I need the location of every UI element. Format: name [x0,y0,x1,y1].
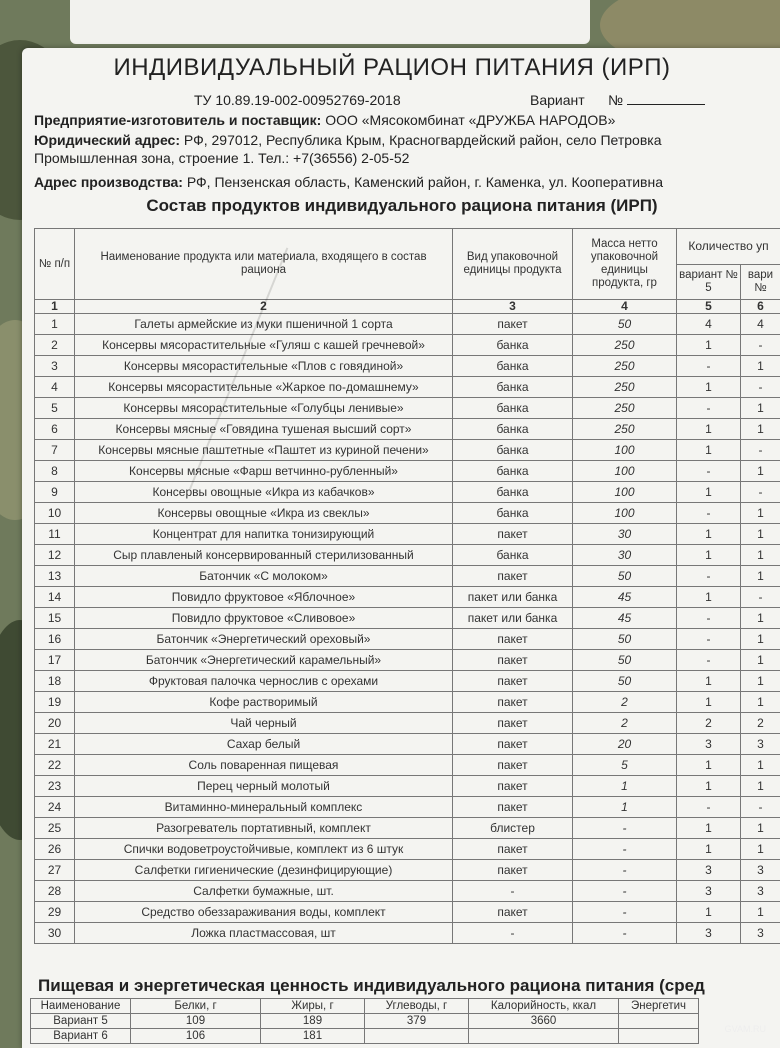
cell-net-mass: 50 [573,650,677,671]
table-row [35,398,780,419]
cell-product-name: Сыр плавленый консервированный стерилизованный [75,545,453,566]
cell-package-type: пакет [453,734,573,755]
cell-variant-5-qty: 1 [677,755,741,776]
cell-product-name: Сахар белый [75,734,453,755]
table-row [35,797,780,818]
cell-number: 8 [35,461,75,482]
cell-net-mass: 1 [573,776,677,797]
cell-net-mass: 250 [573,419,677,440]
cell-number: 15 [35,608,75,629]
cell-variant-6-qty: 1 [741,902,780,923]
cell-variant-6-qty: 3 [741,881,780,902]
cell-package-type: пакет [453,629,573,650]
cell-number: 29 [35,902,75,923]
cell-net-mass: 2 [573,713,677,734]
col-number: 1 [35,300,75,314]
header-variant-6: вари № [741,264,780,300]
cell-package-type: банка [453,398,573,419]
cell-variant-6-qty: 1 [741,692,780,713]
nutrition-cell-protein: 109 [131,1014,261,1029]
cell-package-type: пакет [453,566,573,587]
legal-address-label: Юридический адрес: [34,132,180,148]
cell-variant-5-qty: 3 [677,881,741,902]
table-row [35,860,780,881]
cell-number: 27 [35,860,75,881]
cell-product-name: Витаминно-минеральный комплекс [75,797,453,818]
cell-product-name: Консервы овощные «Икра из кабачков» [75,482,453,503]
table-row [35,335,780,356]
cell-variant-6-qty: - [741,587,780,608]
nutrition-title: Пищевая и энергетическая ценность индивидуального рациона питания (сред [38,976,705,996]
cell-product-name: Батончик «С молоком» [75,566,453,587]
table-row [35,629,780,650]
legal-address-value: РФ, 297012, Республика Крым, Красногвардейский район, село Петровка [184,132,662,148]
cell-variant-6-qty: - [741,482,780,503]
nutrition-table-body [31,1014,699,1044]
table-row [35,776,780,797]
watermark: GVAM.RU [725,1024,766,1034]
cell-net-mass: 250 [573,377,677,398]
cell-variant-5-qty: 1 [677,335,741,356]
table-row [35,314,780,335]
production-address-label: Адрес производства: [34,174,183,190]
nutrition-cell-energy [619,1014,699,1029]
cell-variant-6-qty: 1 [741,755,780,776]
cell-number: 26 [35,839,75,860]
tu-code: ТУ 10.89.19-002-00952769-2018 [194,92,401,108]
cell-product-name: Консервы мясорастительные «Жаркое по-домашнему» [75,377,453,398]
cell-variant-6-qty: 1 [741,461,780,482]
cell-package-type: пакет или банка [453,587,573,608]
cell-number: 9 [35,482,75,503]
cell-product-name: Чай черный [75,713,453,734]
composition-title: Состав продуктов индивидуального рациона питания (ИРП) [22,196,780,216]
composition-table [34,228,780,944]
cell-variant-5-qty: 2 [677,713,741,734]
cell-product-name: Консервы мясорастительные «Голубцы ленивые» [75,398,453,419]
table-row [35,839,780,860]
composition-table-body [35,314,780,944]
cell-variant-6-qty: 1 [741,839,780,860]
nutrition-cell-carbs: 379 [365,1014,469,1029]
cell-variant-6-qty: 1 [741,545,780,566]
cell-variant-6-qty: 1 [741,608,780,629]
cell-number: 17 [35,650,75,671]
cell-product-name: Салфетки гигиенические (дезинфицирующие) [75,860,453,881]
cell-variant-5-qty: 3 [677,734,741,755]
cell-net-mass: 100 [573,461,677,482]
cell-variant-6-qty: 1 [741,650,780,671]
cell-package-type: банка [453,440,573,461]
cell-product-name: Кофе растворимый [75,692,453,713]
nutrition-cell-kcal: 3660 [469,1014,619,1029]
cell-package-type: пакет или банка [453,608,573,629]
cell-net-mass: - [573,902,677,923]
header-num: № п/п [35,229,75,300]
document-title: ИНДИВИДУАЛЬНЫЙ РАЦИОН ПИТАНИЯ (ИРП) [22,54,762,82]
cell-variant-5-qty: 1 [677,902,741,923]
cell-variant-5-qty: - [677,650,741,671]
header-mass: Масса нетто упаковочной единицы продукта, гр [573,229,677,300]
cell-net-mass: 2 [573,692,677,713]
cell-number: 14 [35,587,75,608]
cell-net-mass: 250 [573,356,677,377]
nutrition-cell-protein: 106 [131,1029,261,1044]
cell-product-name: Средство обеззараживания воды, комплект [75,902,453,923]
cell-product-name: Соль поваренная пищевая [75,755,453,776]
nutrition-cell-fat: 181 [261,1029,365,1044]
legal-address-line-2: Промышленная зона, строение 1. Тел.: +7(36556) 2-05-52 [34,150,409,166]
cell-variant-6-qty: 3 [741,734,780,755]
table-row [35,818,780,839]
cell-net-mass: 50 [573,566,677,587]
variant-number-label: № [608,92,623,108]
cell-variant-5-qty: 1 [677,440,741,461]
cell-variant-6-qty: 1 [741,566,780,587]
cell-variant-6-qty: - [741,377,780,398]
nutrition-row [31,1014,699,1029]
cell-net-mass: 50 [573,629,677,650]
cell-net-mass: 1 [573,797,677,818]
cell-variant-5-qty: - [677,629,741,650]
cell-product-name: Повидло фруктовое «Яблочное» [75,587,453,608]
cell-variant-5-qty: 1 [677,482,741,503]
cell-package-type: пакет [453,314,573,335]
cell-number: 19 [35,692,75,713]
table-row [35,482,780,503]
cell-package-type: пакет [453,692,573,713]
nutrition-header: Наименование [31,999,131,1014]
cell-variant-5-qty: 1 [677,377,741,398]
table-row [35,419,780,440]
variant-field [530,92,705,108]
cell-number: 4 [35,377,75,398]
nutrition-cell-carbs [365,1029,469,1044]
table-row [35,734,780,755]
manufacturer-line [34,112,615,128]
nutrition-header: Энергетич [619,999,699,1014]
cell-net-mass: 250 [573,398,677,419]
table-row [35,377,780,398]
cell-package-type: пакет [453,797,573,818]
cell-variant-5-qty: 1 [677,419,741,440]
cell-variant-6-qty: 1 [741,818,780,839]
table-row [35,671,780,692]
cell-variant-6-qty: 1 [741,671,780,692]
table-row [35,608,780,629]
cell-number: 28 [35,881,75,902]
cell-net-mass: - [573,818,677,839]
cell-variant-6-qty: 4 [741,314,780,335]
variant-blank-line [627,104,705,105]
cell-number: 12 [35,545,75,566]
cell-package-type: банка [453,482,573,503]
nutrition-cell-name: Вариант 6 [31,1029,131,1044]
cell-package-type: банка [453,503,573,524]
cell-variant-6-qty: 1 [741,524,780,545]
cell-variant-6-qty: 2 [741,713,780,734]
cell-package-type: банка [453,356,573,377]
table-row [35,692,780,713]
col-number: 5 [677,300,741,314]
cell-variant-5-qty: 3 [677,860,741,881]
table-row [35,545,780,566]
cell-variant-6-qty: 1 [741,629,780,650]
cell-product-name: Ложка пластмассовая, шт [75,923,453,944]
cell-variant-5-qty: - [677,503,741,524]
nutrition-header: Углеводы, г [365,999,469,1014]
cell-variant-5-qty: 4 [677,314,741,335]
cell-net-mass: 250 [573,335,677,356]
cell-variant-6-qty: 1 [741,419,780,440]
cell-product-name: Консервы мясные паштетные «Паштет из куриной печени» [75,440,453,461]
cell-package-type: пакет [453,524,573,545]
cell-number: 13 [35,566,75,587]
cell-package-type: банка [453,545,573,566]
cell-package-type: - [453,881,573,902]
nutrition-row [31,1029,699,1044]
cell-variant-6-qty: 3 [741,923,780,944]
cell-net-mass: - [573,839,677,860]
cell-number: 18 [35,671,75,692]
header-qty: Количество уп [677,229,780,265]
cell-variant-5-qty: 3 [677,923,741,944]
cell-variant-5-qty: 1 [677,545,741,566]
cell-net-mass: 100 [573,482,677,503]
cell-number: 20 [35,713,75,734]
cell-variant-6-qty: 1 [741,776,780,797]
cell-variant-6-qty: - [741,440,780,461]
cell-product-name: Консервы мясорастительные «Плов с говядиной» [75,356,453,377]
cell-package-type: пакет [453,839,573,860]
cell-number: 6 [35,419,75,440]
table-row [35,923,780,944]
table-row [35,440,780,461]
header-pack: Вид упаковочной единицы продукта [453,229,573,300]
cell-net-mass: 50 [573,314,677,335]
cell-package-type: пакет [453,902,573,923]
manufacturer-label: Предприятие-изготовитель и поставщик: [34,112,321,128]
variant-label: Вариант [530,92,585,108]
cell-number: 7 [35,440,75,461]
nutrition-cell-energy [619,1029,699,1044]
cell-product-name: Перец черный молотый [75,776,453,797]
cell-number: 21 [35,734,75,755]
cell-net-mass: 5 [573,755,677,776]
col-number: 2 [75,300,453,314]
cell-variant-5-qty: 1 [677,818,741,839]
header-variant-5: вариант № 5 [677,264,741,300]
cell-product-name: Консервы мясорастительные «Гуляш с кашей гречневой» [75,335,453,356]
col-number: 4 [573,300,677,314]
cell-variant-5-qty: - [677,566,741,587]
cell-package-type: пакет [453,671,573,692]
cell-variant-5-qty: 1 [677,524,741,545]
cell-product-name: Салфетки бумажные, шт. [75,881,453,902]
nutrition-cell-fat: 189 [261,1014,365,1029]
cell-net-mass: 30 [573,524,677,545]
cell-product-name: Повидло фруктовое «Сливовое» [75,608,453,629]
header-name: Наименование продукта или материала, входящего в состав рациона [75,229,453,300]
legal-address-line [34,132,661,148]
cell-variant-5-qty: - [677,356,741,377]
nutrition-header: Белки, г [131,999,261,1014]
nutrition-header: Жиры, г [261,999,365,1014]
cell-variant-5-qty: - [677,398,741,419]
cell-number: 2 [35,335,75,356]
col-number: 6 [741,300,780,314]
cell-product-name: Батончик «Энергетический карамельный» [75,650,453,671]
table-row [35,755,780,776]
cell-product-name: Консервы мясные «Говядина тушеная высший сорт» [75,419,453,440]
cell-product-name: Галеты армейские из муки пшеничной 1 сорта [75,314,453,335]
cell-product-name: Консервы овощные «Икра из свеклы» [75,503,453,524]
cell-variant-5-qty: - [677,461,741,482]
table-row [35,461,780,482]
document-sheet [22,48,780,1048]
cell-product-name: Консервы мясные «Фарш ветчинно-рубленный» [75,461,453,482]
cell-net-mass: 100 [573,503,677,524]
table-row [35,356,780,377]
nutrition-cell-name: Вариант 5 [31,1014,131,1029]
cell-number: 11 [35,524,75,545]
table-row [35,902,780,923]
nutrition-cell-kcal [469,1029,619,1044]
cell-package-type: пакет [453,776,573,797]
cell-package-type: пакет [453,713,573,734]
cell-package-type: пакет [453,860,573,881]
cell-variant-6-qty: 1 [741,398,780,419]
cell-variant-5-qty: - [677,608,741,629]
cell-net-mass: - [573,881,677,902]
cell-package-type: пакет [453,650,573,671]
cell-variant-5-qty: 1 [677,671,741,692]
cell-package-type: банка [453,335,573,356]
table-row [35,713,780,734]
cell-number: 16 [35,629,75,650]
cell-package-type: пакет [453,755,573,776]
cell-number: 5 [35,398,75,419]
cell-variant-5-qty: 1 [677,776,741,797]
cell-net-mass: 50 [573,671,677,692]
manufacturer-value: ООО «Мясокомбинат «ДРУЖБА НАРОДОВ» [325,112,615,128]
cell-number: 30 [35,923,75,944]
cell-product-name: Концентрат для напитка тонизирующий [75,524,453,545]
cell-package-type: банка [453,419,573,440]
paper-behind [70,0,590,44]
cell-product-name: Батончик «Энергетический ореховый» [75,629,453,650]
cell-variant-5-qty: 1 [677,839,741,860]
cell-number: 3 [35,356,75,377]
cell-variant-6-qty: 1 [741,356,780,377]
cell-variant-5-qty: - [677,797,741,818]
table-row [35,503,780,524]
cell-package-type: банка [453,461,573,482]
table-row [35,881,780,902]
nutrition-header: Калорийность, ккал [469,999,619,1014]
col-number: 3 [453,300,573,314]
production-address-line [34,174,663,190]
cell-number: 22 [35,755,75,776]
cell-product-name: Разогреватель портативный, комплект [75,818,453,839]
cell-number: 24 [35,797,75,818]
cell-product-name: Фруктовая палочка чернослив с орехами [75,671,453,692]
cell-package-type: - [453,923,573,944]
cell-net-mass: - [573,923,677,944]
cell-variant-5-qty: 1 [677,587,741,608]
cell-variant-6-qty: 3 [741,860,780,881]
cell-number: 23 [35,776,75,797]
cell-net-mass: 30 [573,545,677,566]
table-row [35,650,780,671]
nutrition-table [30,998,699,1044]
cell-net-mass: 45 [573,587,677,608]
cell-variant-6-qty: - [741,335,780,356]
cell-variant-5-qty: 1 [677,692,741,713]
cell-package-type: блистер [453,818,573,839]
production-address-value: РФ, Пензенская область, Каменский район, г. Каменка, ул. Кооперативна [187,174,663,190]
cell-net-mass: 20 [573,734,677,755]
cell-net-mass: 45 [573,608,677,629]
cell-number: 10 [35,503,75,524]
cell-variant-6-qty: 1 [741,503,780,524]
cell-net-mass: - [573,860,677,881]
cell-package-type: банка [453,377,573,398]
table-row [35,524,780,545]
cell-variant-6-qty: - [741,797,780,818]
cell-product-name: Спички водоветроустойчивые, комплект из 6 штук [75,839,453,860]
cell-number: 1 [35,314,75,335]
table-row [35,587,780,608]
table-row [35,566,780,587]
cell-number: 25 [35,818,75,839]
cell-net-mass: 100 [573,440,677,461]
